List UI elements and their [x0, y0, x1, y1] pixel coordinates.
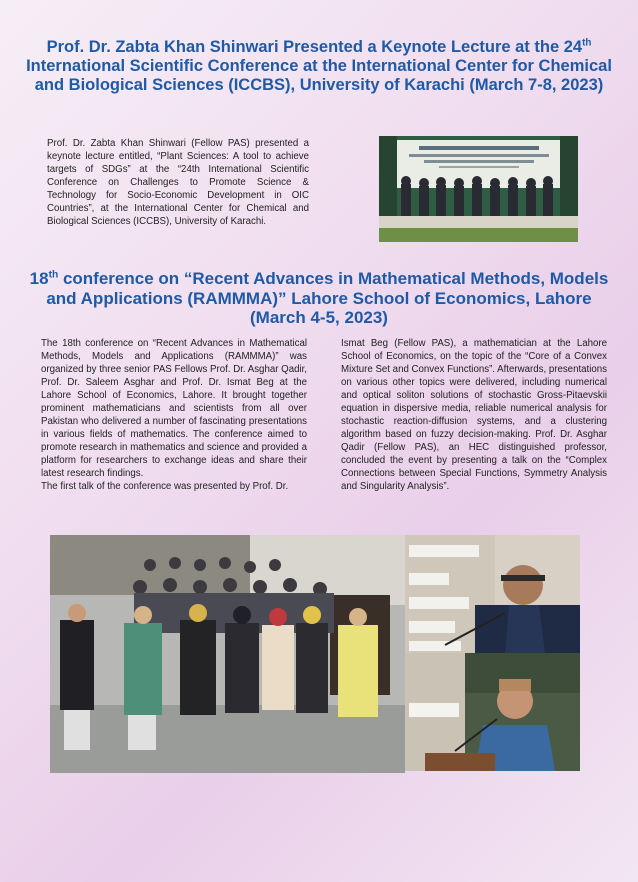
keynote-conference-photo [379, 136, 578, 242]
section2-paragraph-1: The 18th conference on “Recent Advances in Mathematical Methods, Models and Applications (RAMMMA)” was organized by three senior PAS Fellows Prof. Dr. Asghar Qadir, Prof. Dr. Saleem Asghar and Prof. Dr. Ismat Beg at the Lahore School of Economics, Lahore. It brought together prominent mathematicians and scientists from all over Pakistan who delivered a number of fascinating presentations in various fields of mathematics. The conference aimed to promote research in mathematics and science and provided a platform for researchers to exchange ideas and share their latest research findings. [41, 338, 307, 479]
section1-body: Prof. Dr. Zabta Khan Shinwari (Fellow PAS) presented a keynote lecture entitled, “Plant Sciences: A tool to achieve targets of SDGs” at the “24th International Scientific Conference on Challenges to Promote Science & Technology for Socio-Economic Development in OIC Countries”, at the International Center for Chemical and Biological Sciences (ICCBS), University of Karachi. [47, 138, 309, 227]
section1-heading-text-rest: International Scientific Conference at the International Center for Chemical and Biological Sciences (ICCBS), University of Karachi (March 7-8, 2023) [26, 57, 612, 94]
section2-heading-text: conference on “Recent Advances in Mathematical Methods, Models and Applications (RAMMMA)” Lahore School of Economics, Lahore (March 4-5, 2023) [46, 269, 609, 327]
group-photo [50, 535, 405, 773]
section2-paragraph-2: The first talk of the conference was presented by Prof. Dr. [41, 481, 289, 492]
section1-heading-text: Prof. Dr. Zabta Khan Shinwari Presented a Keynote Lecture at the 24 [46, 38, 583, 56]
section2-column-left [41, 337, 307, 493]
section2-column-right: Ismat Beg (Fellow PAS), a mathematician at the Lahore School of Economics, on the topic of the “Core of a Convex Mixture Set and Convex Functions”. Afterwards, presentations on various other topics were delivered, including numerical and optical soliton solutions of stochastic Gross-Pitaevskii equation in dispersive media, reliable numerical analysis for stochastic reaction-diffusion systems, and a clustering algorithm based on fuzzy decision-making. Prof. Dr. Asghar Qadir (Fellow PAS), an HEC distinguished professor, concluded the event by presenting a talk on the “Complex Connections between Special Functions, Symmetry Analysis and Singularity Analysis”. [341, 338, 607, 492]
section2-heading-number: 18 [29, 269, 49, 288]
section1-heading-sup: th [582, 37, 592, 49]
speaker-photo-2 [405, 653, 580, 771]
section1-heading [20, 38, 618, 95]
section2-heading [20, 269, 618, 328]
speaker-photo-1 [405, 535, 580, 653]
section2-heading-sup: th [48, 269, 59, 281]
